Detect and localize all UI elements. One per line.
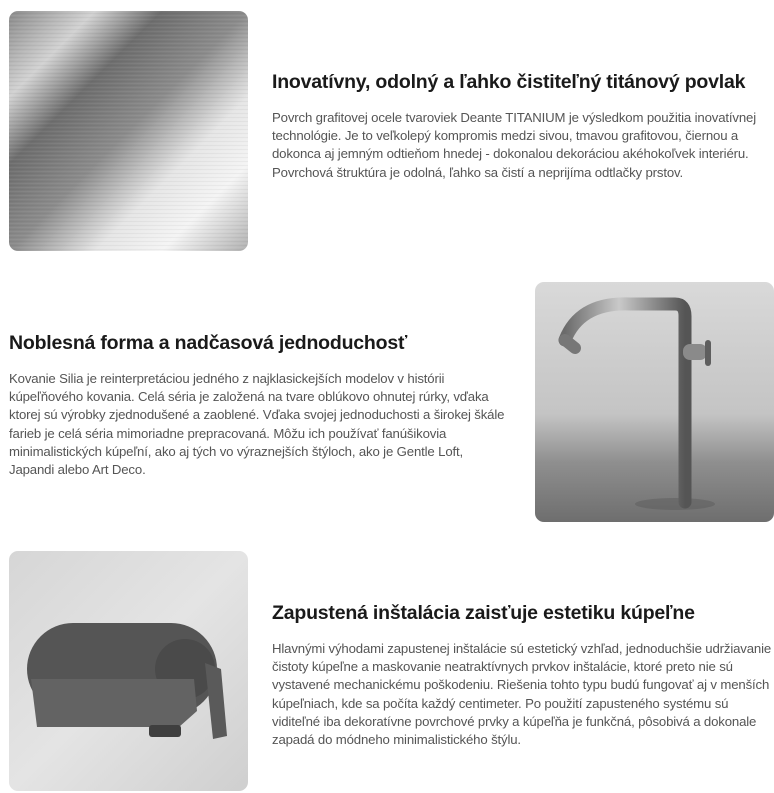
- tall-faucet-image: [535, 282, 774, 522]
- section-paragraph: Povrch grafitovej ocele tvaroviek Deante TITANIUM je výsledkom použitia inovatívnej technológie. Je to veľkolepý kompromis medzi sivou, tmavou grafitovou, čiernou a dokonca aj jemným odtieňom hnedej - dokonalou dekoráciou akéhokoľvek interiéru. Povrchová štruktúra je odolná, ľahko sa čistí a neprijíma odtlačky prstov.: [272, 110, 757, 180]
- section-title: Noblesná forma a nadčasová jednoduchosť: [9, 332, 408, 354]
- section-text: [272, 69, 772, 182]
- section-text: [272, 600, 772, 749]
- section-title: Zapustená inštalácia zaisťuje estetiku kúpeľne: [272, 602, 695, 624]
- section-text: [9, 330, 509, 479]
- section-paragraph: Hlavnými výhodami zapustenej inštalácie sú estetický vzhľad, jednoduchšie udržiavanie čistoty kúpeľne a maskovanie neatraktívnych prvkov inštalácie, ktoré preto nie sú vystavené mechanickému poškodeniu. Riešenia tohto typu budú fungovať aj v menších kúpeľniach, kde sa počíta každý centimeter. Po použití zapusteného systému sú viditeľné iba dekoratívne povrchové prvky a kúpeľňa je funkčná, pôsobivá a dokonale zapadá do módneho minimalistického štýlu.: [272, 641, 772, 748]
- titanium-texture-image: [9, 11, 248, 251]
- wall-faucet-image: [9, 551, 248, 791]
- section-title: Inovatívny, odolný a ľahko čistiteľný titánový povlak: [272, 71, 746, 93]
- section-paragraph: Kovanie Silia je reinterpretáciou jedného z najklasickejších modelov v histórii kúpeľňového kovania. Celá séria je založená na tvare oblúkovo ohnutej rúrky, vďaka ktorej sú výrobky zjednodušené a zaoblené. Vďaka svojej jednoduchosti a širokej škále farieb je celá séria mimoriadne prepracovaná. Môžu ich používať fanúšikovia minimalistických kúpeľní, ako aj tých vo výraznejších štýloch, ako je Gentle Loft, Japandi alebo Art Deco.: [9, 371, 505, 478]
